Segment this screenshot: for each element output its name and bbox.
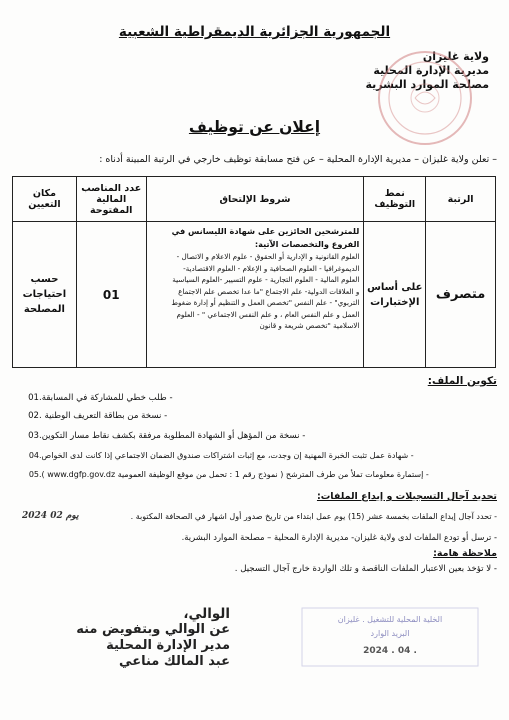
stamp-date: 2024 . 04 . bbox=[363, 646, 417, 656]
item-number: 04 bbox=[28, 451, 39, 460]
conditions-line: العلوم القانونية و الإدارية أو الحقوق - علوم الاعلام و الاتصال - bbox=[176, 252, 360, 261]
conditions-line: الاسلامية "تخصص شريعة و قانون bbox=[259, 321, 360, 330]
col-conditions: شروط الإلتحاق bbox=[146, 177, 364, 222]
list-item bbox=[7, 431, 497, 441]
list-item bbox=[7, 393, 497, 403]
cell-recruitment-mode: على أساس الإختبارات bbox=[364, 222, 426, 368]
conditions-line: العمل و علم النفس العام ، و علم النفس الاجتماعي " - العلوم bbox=[176, 309, 360, 319]
reception-stamp-icon bbox=[300, 606, 480, 668]
item-text: - شهادة عمل تثبت الخبرة المهنية إن وجدت، مع إثبات اشتراكات صندوق الضمان الاجتماعي إذا كانت لدى الخواص. bbox=[39, 451, 414, 460]
conditions-line: العلوم المالية - العلوم التجارية - علوم التسيير -العلوم السياسية bbox=[172, 275, 360, 284]
directorate-name: مديرية الإدارة المحلية bbox=[373, 64, 489, 77]
table-row bbox=[13, 222, 496, 368]
item-text: - إستمارة معلومات تملأ من طرف المترشح ( نموذج رقم 1 : تحمل من موقع الوظيفة العمومية www.dgfp.gov.dz ). bbox=[39, 470, 429, 479]
recruitment-table bbox=[12, 176, 496, 368]
table-header-row bbox=[13, 177, 496, 222]
item-number: 02 bbox=[28, 411, 39, 421]
signature-block bbox=[60, 606, 230, 670]
cell-conditions bbox=[146, 222, 364, 368]
col-recruitment-mode: نمط التوظيف bbox=[364, 177, 426, 222]
republic-header: الجمهورية الجزائرية الديمقراطية الشعبية bbox=[118, 24, 391, 40]
item-number: 03 bbox=[28, 431, 39, 441]
handwritten-date: 2024 يوم 02 bbox=[22, 511, 79, 521]
cell-positions: 01 bbox=[76, 222, 146, 368]
stamp-line-1: الخلية المحلية للتشغيل . غليزان bbox=[337, 615, 443, 624]
stamp-line-2: البريد الوارد bbox=[370, 629, 410, 638]
conditions-intro: للمترشحين الحائزين على شهادة الليسانس في الفروع والتخصصات الآتية: bbox=[171, 226, 360, 249]
item-text: - طلب خطي للمشاركة في المسابقة. bbox=[39, 393, 173, 403]
conditions-line: الديموغرافيا - العلوم الصحافية و الإعلام - العلوم الاقتصادية- bbox=[183, 263, 360, 273]
deadline-line-1: - تحدد آجال إيداع الملفات بخمسة عشر (15) يوم عمل ابتداء من تاريخ صدور أول اشهار في الصحافة المكتوبة . bbox=[130, 512, 497, 521]
col-rank: الرتبة bbox=[426, 177, 496, 222]
deadline-line-2: - ترسل أو تودع الملفات لدى ولاية غليزان- مديرية الإدارة المحلية – مصلحة الموارد البشرية. bbox=[181, 532, 497, 542]
page-title: إعلان عن توظيف bbox=[188, 118, 321, 136]
dossier-title: تكوين الملف: bbox=[427, 375, 497, 387]
col-positions: عدد المناصب المالية المفتوحة bbox=[76, 177, 146, 222]
item-text: - نسخة من المؤهل أو الشهادة المطلوبة مرفقة بكشف نقاط مسار التكوين. bbox=[39, 431, 306, 441]
notes-line-1: - لا تؤخذ بعين الاعتبار الملفات الناقصة و تلك الواردة خارج آجال التسجيل . bbox=[234, 564, 497, 574]
notes-title: ملاحظة هامة: bbox=[433, 548, 497, 559]
item-number: 01 bbox=[28, 393, 39, 403]
conditions-line: التربوي" - علم النفس "تخصص العمل و التنظيم أو إدارة ضغوط bbox=[171, 298, 360, 307]
col-location: مكان التعيين bbox=[13, 177, 77, 222]
item-number: 05 bbox=[28, 470, 39, 479]
deadline-title: تحديد آجال التسجيلات و إيداع الملفات: bbox=[316, 491, 497, 502]
item-text: - نسخة من بطاقة التعريف الوطنية . bbox=[39, 411, 168, 421]
intro-text: – تعلن ولاية غليزان – مديرية الإدارة المحلية – عن فتح مسابقة توظيف خارجي في الرتبة المبينة أدناه : bbox=[99, 154, 497, 165]
service-name: مصلحة الموارد البشرية bbox=[365, 78, 489, 91]
list-item bbox=[7, 451, 497, 460]
cell-location: حسب احتياجات المصلحة bbox=[13, 222, 77, 368]
signature-role: مدير الإدارة المحلية bbox=[106, 638, 230, 653]
wilaya-name: ولاية غليزان bbox=[422, 50, 489, 63]
conditions-line: و العلاقات الدولية- علم الاجتماع "ما عدا تخصص علم الاجتماع bbox=[178, 286, 360, 296]
list-item bbox=[7, 411, 497, 421]
signature-title: الوالي، bbox=[183, 606, 230, 622]
signature-name: عبد المالك مناعي bbox=[119, 654, 230, 669]
list-item bbox=[7, 470, 497, 479]
signature-delegation: عن الوالي وبتفويض منه bbox=[76, 622, 230, 637]
cell-rank: متصرف bbox=[426, 222, 496, 368]
